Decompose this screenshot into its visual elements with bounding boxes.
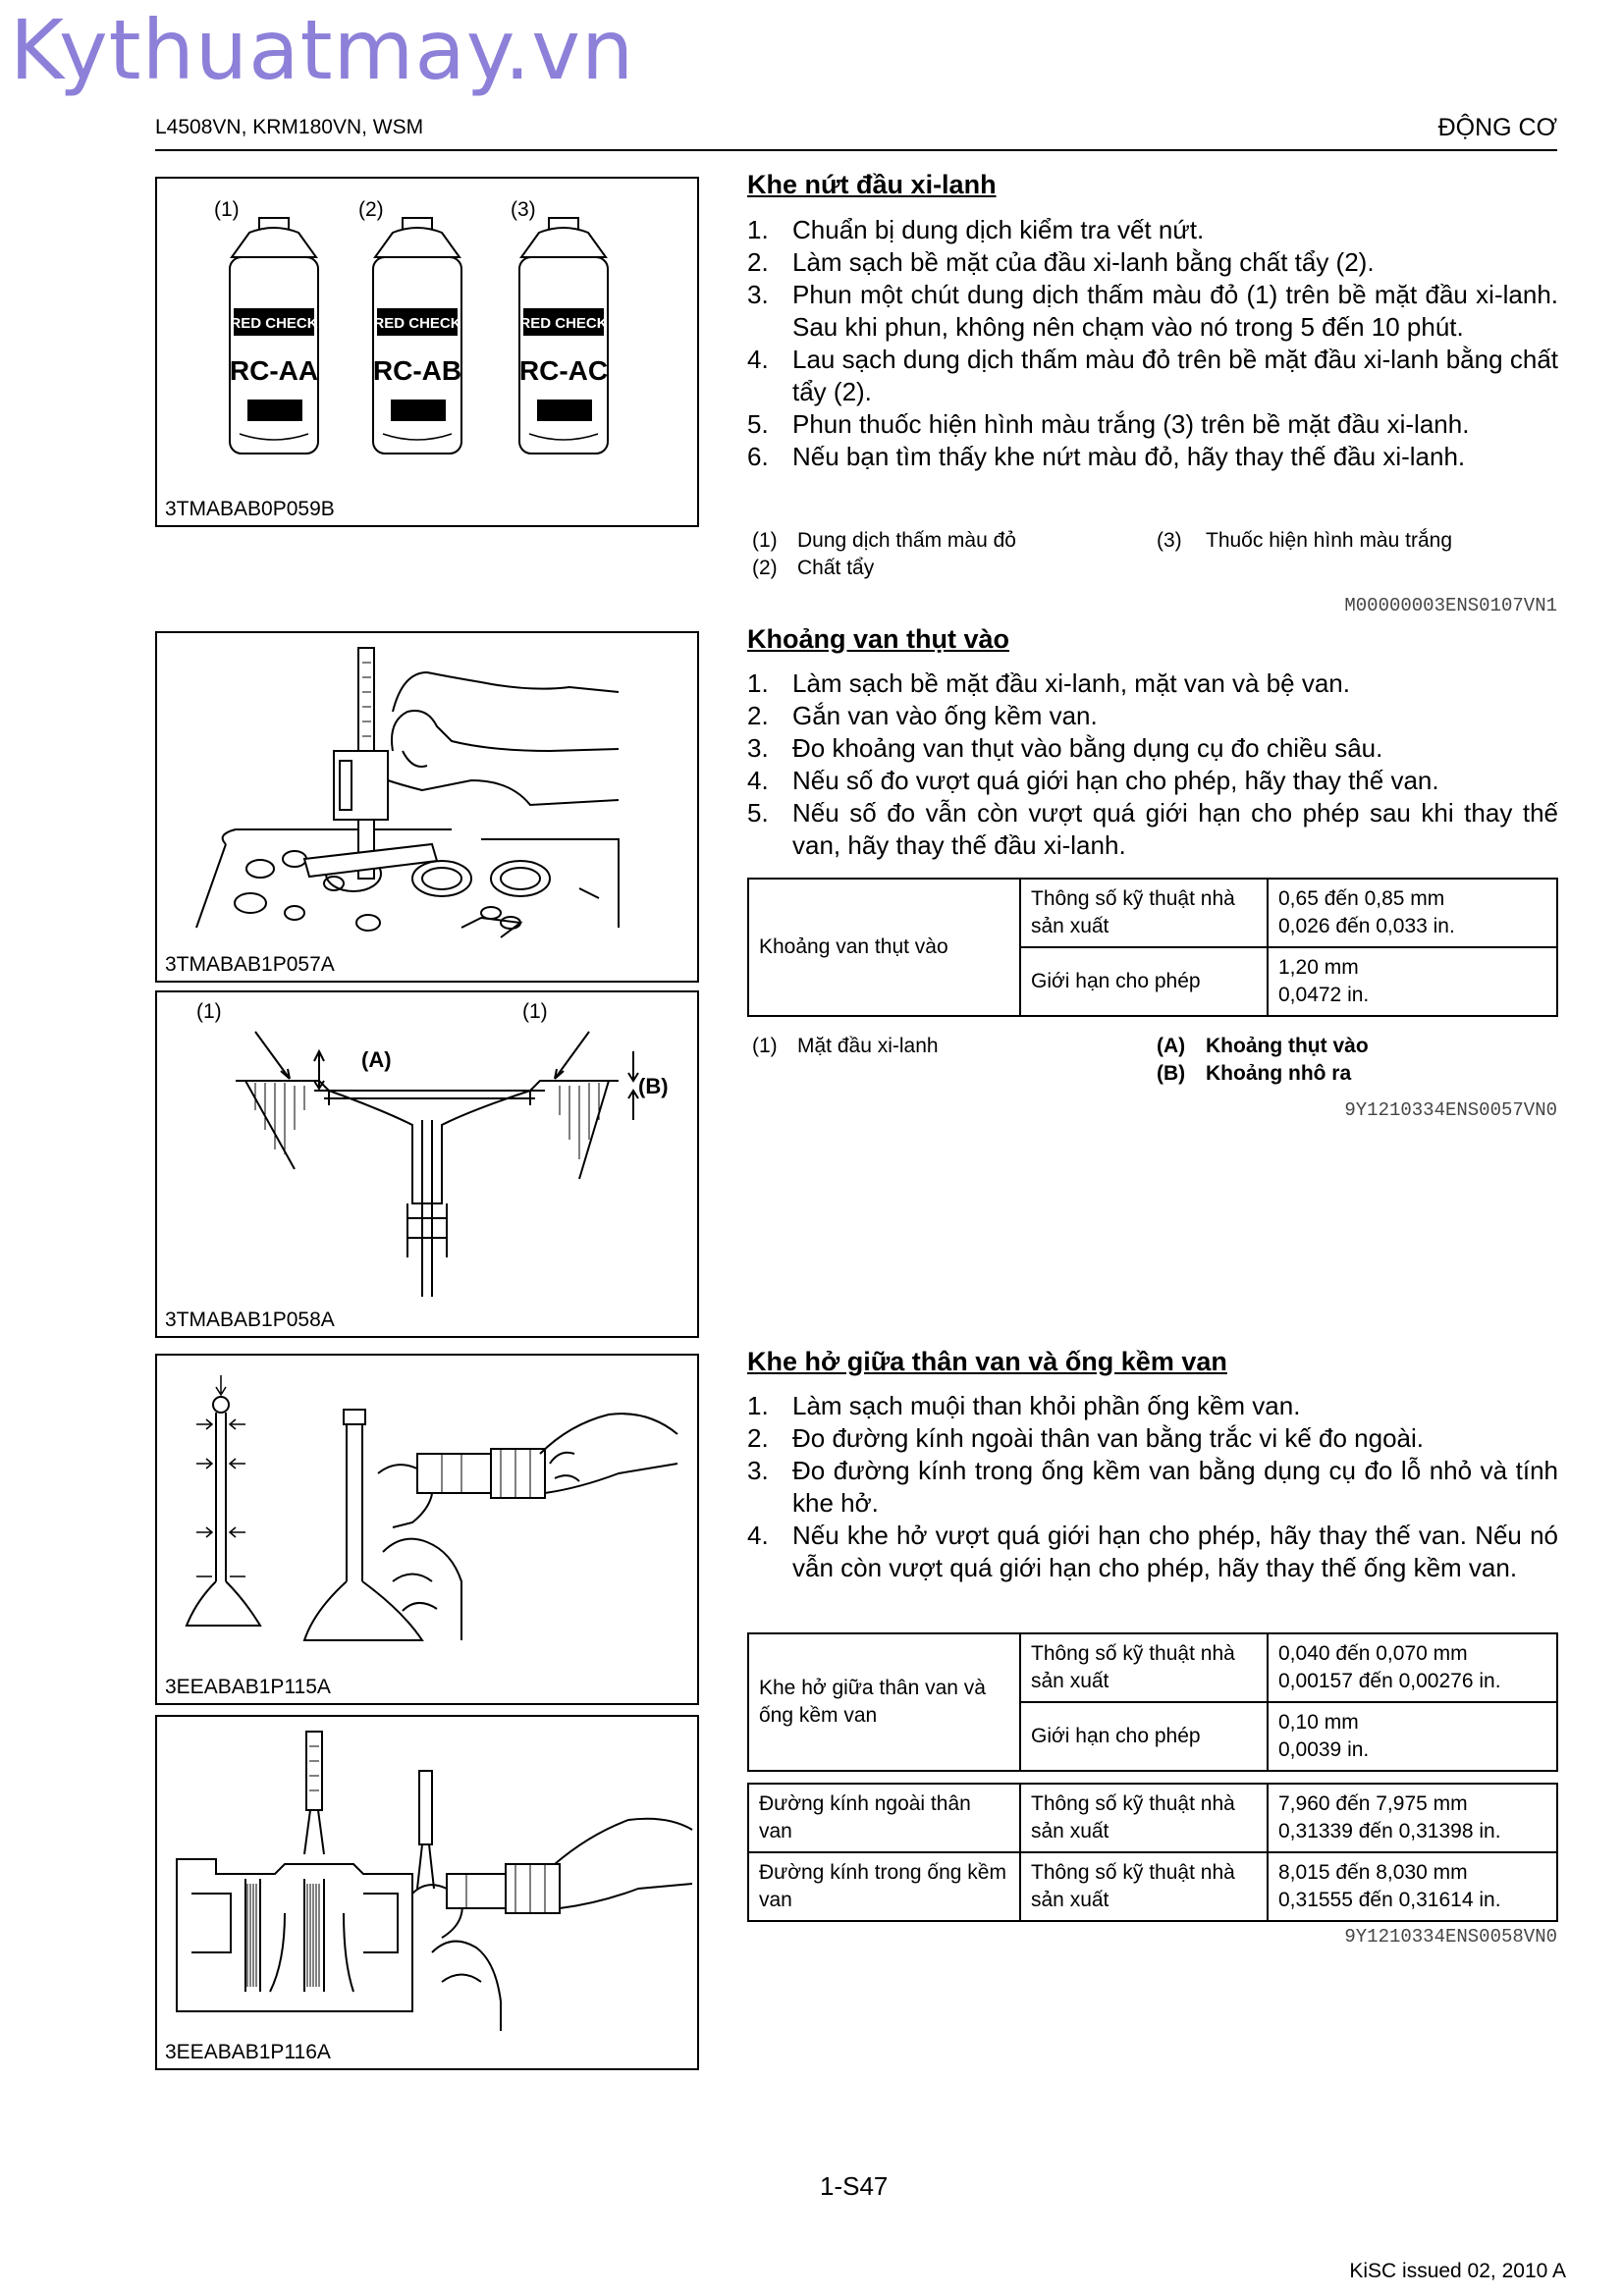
list-item: 3. Đo đường kính trong ống kềm van bằng dụng cụ đo lỗ nhỏ và tính khe hở. — [747, 1456, 1558, 1518]
legend-item: (1) Mặt đầu xi-lanh — [752, 1035, 939, 1057]
figure-depth-gauge — [155, 631, 699, 983]
watermark-logo: Kythuatmay.vn — [10, 2, 635, 98]
list-item: 2. Gắn van vào ống kềm van. — [747, 701, 1098, 730]
can-code-text: RC-AB — [372, 355, 462, 386]
can-code-text: RC-AA — [229, 355, 319, 386]
can-brand-text: RED CHECK — [519, 315, 608, 332]
legend-item: (A) Khoảng thụt vào — [1157, 1035, 1369, 1057]
spec-item: Khoảng van thụt vào — [748, 879, 1020, 1016]
page-number: 1-S47 — [820, 2171, 889, 2201]
section-title-valve-recess: Khoảng van thụt vào — [747, 624, 1010, 654]
document-code: M00000003ENS0107VN1 — [1344, 595, 1557, 616]
depth-gauge-illustration — [157, 633, 697, 947]
legend-item: (2) Chất tẩy — [752, 557, 875, 579]
list-item: 2. Đo đường kính ngoài thân van bằng trắc vi kế đo ngoài. — [747, 1423, 1424, 1453]
list-item: 2. Làm sạch bề mặt của đầu xi-lanh bằng chất tẩy (2). — [747, 247, 1375, 277]
spec-label: Giới hạn cho phép — [1020, 1702, 1268, 1771]
can-label-2: (2) — [358, 198, 384, 221]
footer-issue: KiSC issued 02, 2010 A — [1349, 2260, 1566, 2282]
list-item: 3. Đo khoảng van thụt vào bằng dụng cụ đo chiều sâu. — [747, 733, 1383, 763]
spec-value: 0,10 mm 0,0039 in. — [1268, 1702, 1557, 1771]
can-code-text: RC-AC — [518, 355, 609, 386]
callout-b: (B) — [638, 1074, 669, 1098]
figure-valve-recess — [155, 990, 699, 1338]
spec-label: Thông số kỹ thuật nhà sản xuất — [1020, 1633, 1268, 1702]
list-item: 5. Phun thuốc hiện hình màu trắng (3) trên bề mặt đầu xi-lanh. — [747, 409, 1470, 439]
spec-value: 7,960 đến 7,975 mm 0,31339 đến 0,31398 in. — [1268, 1784, 1557, 1852]
spec-label: Thông số kỹ thuật nhà sản xuất — [1020, 1852, 1268, 1921]
spec-item: Đường kính trong ống kềm van — [748, 1852, 1020, 1921]
spray-can-1 — [230, 218, 318, 454]
header-rule — [155, 149, 1557, 151]
legend-item: (3) Thuốc hiện hình màu trắng — [1157, 529, 1452, 552]
figure-caption: 3EEABAB1P115A — [165, 1676, 331, 1698]
legend-item: (B) Khoảng nhô ra — [1157, 1062, 1352, 1085]
spec-label: Giới hạn cho phép — [1020, 947, 1268, 1016]
spec-label: Thông số kỹ thuật nhà sản xuất — [1020, 1784, 1268, 1852]
figure-spray-cans — [155, 177, 699, 527]
spray-can-2 — [373, 218, 461, 454]
list-item: 4. Lau sạch dung dịch thấm màu đỏ trên bề mặt đầu xi-lanh bằng chất tẩy (2). — [747, 345, 1558, 406]
spec-value: 0,040 đến 0,070 mm 0,00157 đến 0,00276 in. — [1268, 1633, 1557, 1702]
list-item: 1. Làm sạch muội than khỏi phần ống kềm van. — [747, 1391, 1301, 1420]
can-brand-text: RED CHECK — [230, 315, 318, 332]
can-label-3: (3) — [511, 198, 536, 221]
recess-steps — [747, 667, 1558, 862]
spec-value: 8,015 đến 8,030 mm 0,31555 đến 0,31614 in. — [1268, 1852, 1557, 1921]
spec-item: Khe hở giữa thân van và ống kềm van — [748, 1633, 1020, 1771]
figure-caption: 3TMABAB1P057A — [165, 953, 335, 976]
document-code: 9Y1210334ENS0057VN0 — [1344, 1099, 1557, 1121]
spec-table-clearance — [747, 1632, 1558, 1772]
small-hole-gauge-illustration — [157, 1717, 697, 2031]
spray-cans-illustration — [157, 179, 697, 473]
list-item: 1. Chuẩn bị dung dịch kiểm tra vết nứt. — [747, 215, 1205, 244]
crack-steps — [747, 214, 1558, 473]
figure-caption: 3TMABAB0P059B — [165, 498, 335, 520]
figure-small-hole-gauge — [155, 1715, 699, 2070]
callout-1-right: (1) — [522, 1000, 548, 1023]
clearance-steps — [747, 1390, 1558, 1584]
spec-value: 1,20 mm 0,0472 in. — [1268, 947, 1557, 1016]
list-item: 4. Nếu số đo vượt quá giới hạn cho phép, hãy thay thế van. — [747, 766, 1439, 795]
spec-table-recess — [747, 878, 1558, 1017]
list-item: 1. Làm sạch bề mặt đầu xi-lanh, mặt van và bệ van. — [747, 668, 1350, 698]
figure-caption: 3TMABAB1P058A — [165, 1308, 335, 1331]
valve-recess-diagram — [157, 992, 697, 1307]
can-brand-text: RED CHECK — [373, 315, 461, 332]
callout-a: (A) — [361, 1047, 392, 1072]
spec-item: Đường kính ngoài thân van — [748, 1784, 1020, 1852]
list-item: 5. Nếu số đo vẫn còn vượt quá giới hạn cho phép sau khi thay thế van, hãy thay thế đầu xi-lanh. — [747, 798, 1558, 860]
section-title-crack: Khe nứt đầu xi-lanh — [747, 170, 997, 199]
section-title-clearance: Khe hở giữa thân van và ống kềm van — [747, 1347, 1227, 1376]
can-label-1: (1) — [214, 198, 240, 221]
list-item: 6. Nếu bạn tìm thấy khe nứt màu đỏ, hãy thay thế đầu xi-lanh. — [747, 442, 1466, 471]
header-model: L4508VN, KRM180VN, WSM — [155, 116, 424, 138]
document-code: 9Y1210334ENS0058VN0 — [1344, 1926, 1557, 1948]
list-item: 4. Nếu khe hở vượt quá giới hạn cho phép, hãy thay thế van. Nếu nó vẫn còn vượt quá giới hạn cho phép, hãy thay thế ống kềm van. — [747, 1521, 1558, 1582]
spec-value: 0,65 đến 0,85 mm 0,026 đến 0,033 in. — [1268, 879, 1557, 947]
spec-table-diameters — [747, 1783, 1558, 1922]
header-section: ĐỘNG CƠ — [1437, 114, 1557, 141]
callout-1-left: (1) — [196, 1000, 222, 1023]
figure-caption: 3EEABAB1P116A — [165, 2041, 331, 2063]
valve-stem-micrometer-illustration — [157, 1356, 697, 1670]
legend-item: (1) Dung dịch thấm màu đỏ — [752, 529, 1016, 552]
list-item: 3. Phun một chút dung dịch thấm màu đỏ (1) trên bề mặt đầu xi-lanh. Sau khi phun, không nên chạm vào nó trong 5 đến 10 phút. — [747, 280, 1558, 342]
spray-can-3 — [519, 218, 608, 454]
figure-valve-stem-micrometer — [155, 1354, 699, 1705]
spec-label: Thông số kỹ thuật nhà sản xuất — [1020, 879, 1268, 947]
